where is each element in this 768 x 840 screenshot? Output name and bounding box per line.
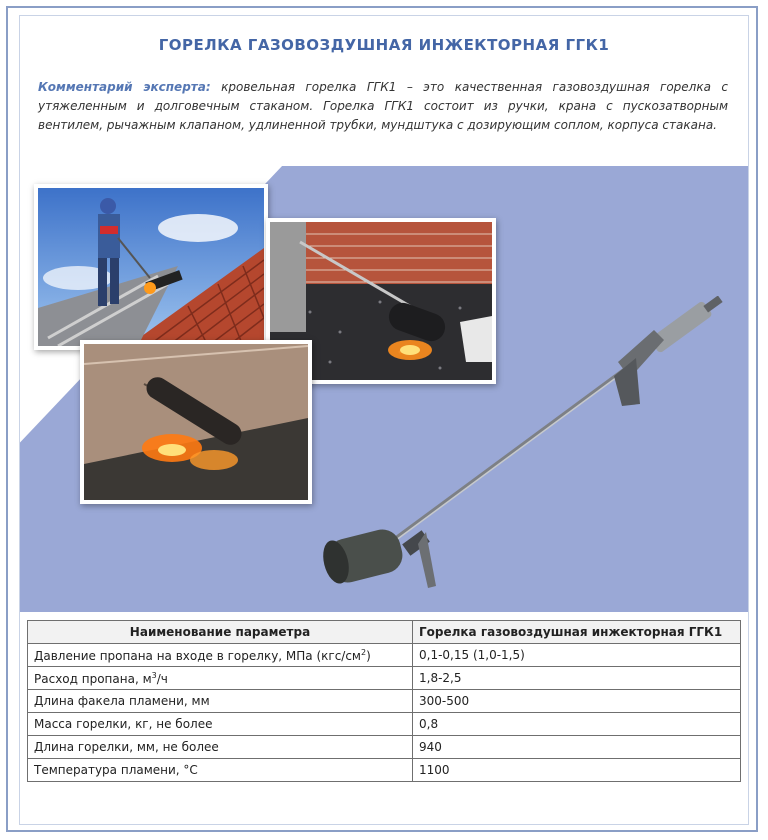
value-cell: 1,8-2,5 xyxy=(413,667,741,690)
expert-comment-lead: Комментарий эксперта: xyxy=(38,80,211,94)
table-row xyxy=(28,736,741,759)
expert-comment xyxy=(38,78,728,135)
photo-flat-roof-roll xyxy=(80,340,312,504)
param-cell: Температура пламени, °С xyxy=(28,759,413,782)
table-row xyxy=(28,759,741,782)
burner-illustration xyxy=(318,296,728,596)
table-header-row xyxy=(28,621,741,644)
value-cell: 940 xyxy=(413,736,741,759)
value-cell: 300-500 xyxy=(413,690,741,713)
param-cell: Расход пропана, $м^3/ч$ xyxy=(28,667,413,690)
param-cell: Давление пропана на входе в горелку, МПа $(кгс/см^2)$ xyxy=(28,644,413,667)
param-cell: Длина горелки, мм, не более xyxy=(28,736,413,759)
value-cell: 1100 xyxy=(413,759,741,782)
column-header-parameter: Наименование параметра xyxy=(28,621,413,644)
param-cell: Масса горелки, кг, не более xyxy=(28,713,413,736)
expert-comment-text: кровельная горелка ГГК1 – это качественная газовоздушная горелка с утяжеленным и долговечным стаканом. Горелка ГГК1 состоит из ручки, крана с пускозатворным вентилем, рычажным клапаном, удлиненной трубки, мундштука с дозирующим соплом, корпуса стакана. xyxy=(38,80,729,132)
page-title: ГОРЕЛКА ГАЗОВОЗДУШНАЯ ИНЖЕКТОРНАЯ ГГК1 xyxy=(158,36,610,54)
table-row xyxy=(28,644,741,667)
photo-roofer-on-roof xyxy=(34,184,268,350)
param-cell: Длина факела пламени, мм xyxy=(28,690,413,713)
table-row xyxy=(28,690,741,713)
value-cell: 0,1-0,15 (1,0-1,5) xyxy=(413,644,741,667)
value-cell: 0,8 xyxy=(413,713,741,736)
table-row xyxy=(28,713,741,736)
column-header-value: Горелка газовоздушная инжекторная ГГК1 xyxy=(413,621,741,644)
parameters-table xyxy=(27,620,741,782)
table-row xyxy=(28,667,741,690)
